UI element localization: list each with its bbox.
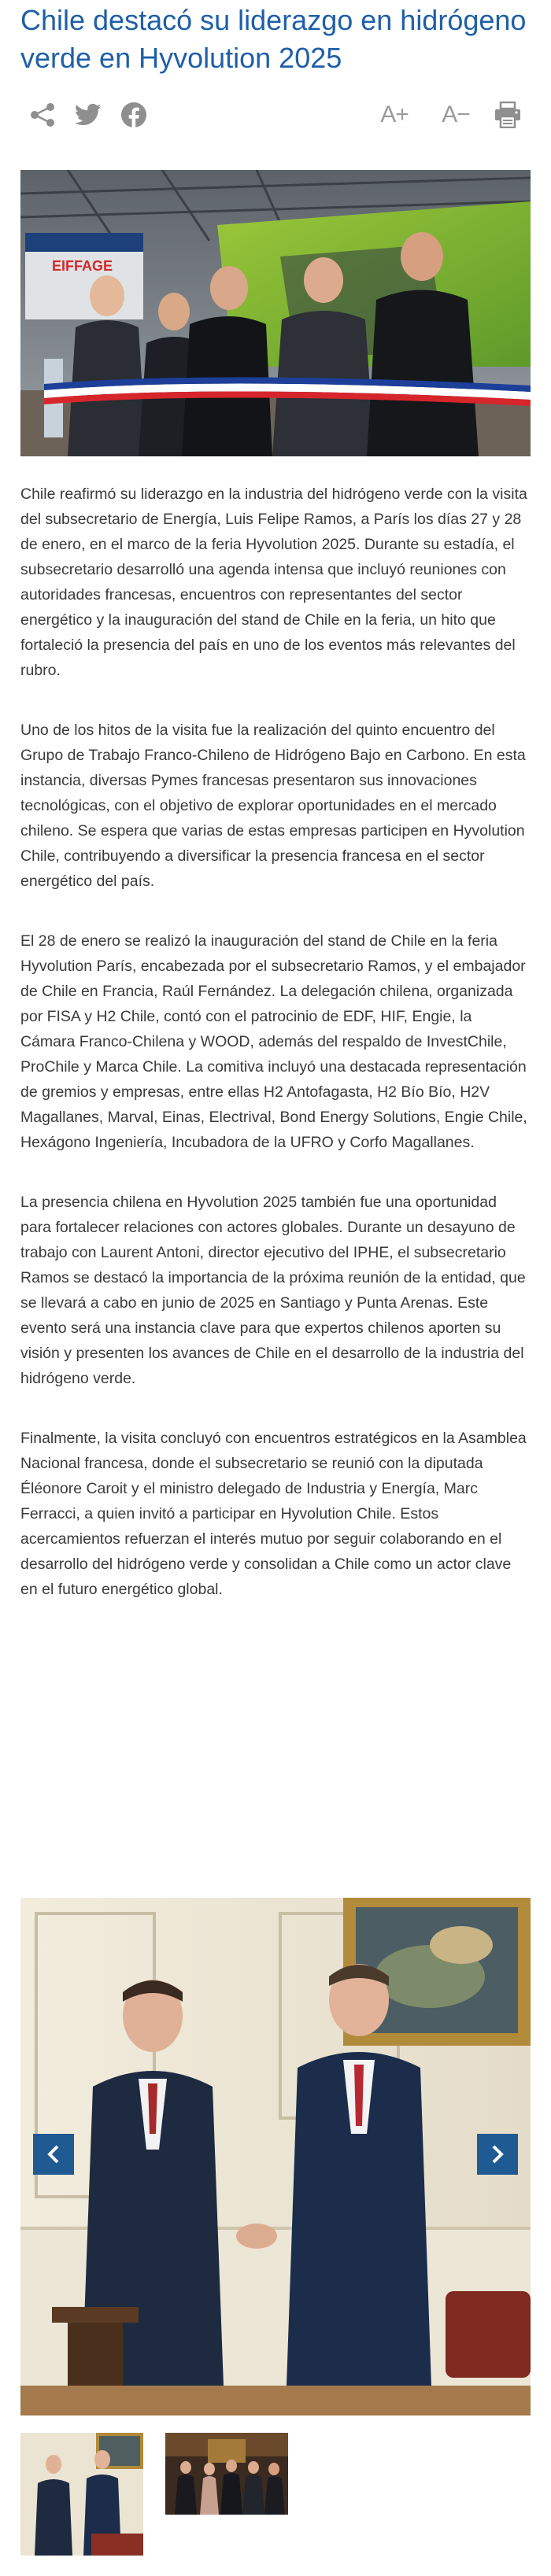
article-paragraph: La presencia chilena en Hyvolution 2025 también fue una oportunidad para fortalecer relaciones con actores globales. Durante un desayuno de trabajo con Laurent Antoni, director ejecutivo del IPHE, el subsecretario Ramos se destacó la importancia de la próxima reunión de la entidad, que se llevará a cabo en junio de 2025 en Santiago y Punta Arenas. Este evento será una instancia clave para que expertos chilenos aporten su visión y presenten los avances de Chile en el desarrollo de la industria del hidrógeno verde. [20,1194,526,1387]
share-icon [29,102,56,127]
gallery-thumbnail-1[interactable] [20,2433,143,2556]
twitter-icon [75,103,102,127]
twitter-share-button[interactable] [72,101,104,129]
article-paragraph: Chile reafirmó su liderazgo en la industria del hidrógeno verde con la visita del subsecretario de Energía, Luis Felipe Ramos, a París los días 27 y 28 de enero, en el marco de la feria Hyvolution 2025. Durante su estadía, el subsecretario desarrolló una agenda intensa que incluyó reuniones con autoridades francesas, encuentros con representantes del sector energético y la inauguración del stand de Chile en la feria, un hito que fortaleció la presencia del país en uno de los eventos más relevantes del rubro. [20,485,527,679]
chevron-left-icon [45,2144,62,2165]
print-button[interactable] [491,101,524,129]
article-paragraph: Uno de los hitos de la visita fue la realización del quinto encuentro del Grupo de Trabajo Franco-Chileno de Hidrógeno Bajo en Carbono. En esta instancia, diversas Pymes francesas presentaron sus innovaciones tecnológicas, con el objetivo de explorar oportunidades en el mercado chileno. Se espera que varias de estas empresas participen en Hyvolution Chile, contribuyendo a diversificar la presencia francesa en el sector energético del país. [20,722,526,890]
eiffage-sign: EIFFAGE [52,258,113,274]
article-title: Chile destacó su liderazgo en hidrógeno verde en Hyvolution 2025 [20,4,527,74]
article-body [20,482,531,1637]
hero-photo-ribbon-cutting [20,170,531,456]
article-paragraph: Finalmente, la visita concluyó con encuentros estratégicos en la Asamblea Nacional francesa, donde el subsecretario se reunió con la diputada Éléonore Caroit y el ministro delegado de Industria y Energía, Marc Ferracci, a quien invitó a participar en Hyvolution Chile. Estos acercamientos refuerzan el interés mutuo por seguir colaborando en el desarrollo del hidrógeno verde y consolidan a Chile como un actor clave en el futuro energético global. [20,1430,527,1598]
gallery-thumbnail-2[interactable] [165,2433,288,2515]
facebook-icon [120,101,147,128]
share-button[interactable] [27,101,58,129]
print-icon [494,101,522,128]
facebook-share-button[interactable] [118,101,150,129]
chevron-right-icon [489,2144,506,2165]
article-toolbar [20,93,531,137]
gallery-main-photo [20,1898,531,2415]
gallery-next-button[interactable] [477,2134,518,2175]
font-decrease-button[interactable]: A− [442,101,470,127]
font-increase-button[interactable]: A+ [380,101,409,127]
article-paragraph: El 28 de enero se realizó la inauguración del stand de Chile en la feria Hyvolution París, encabezada por el subsecretario Ramos, y el embajador de Chile en Francia, Raúl Fernández. La delegación chilena, organizada por FISA y H2 Chile, contó con el patrocinio de EDF, HIF, Engie, la Cámara Franco-Chilena y WOOD, además del respaldo de InvestChile, ProChile y Marca Chile. La comitiva incluyó una destacada representación de gremios y empresas, entre ellas H2 Antofagasta, H2 Bío Bío, H2V Magallanes, Marval, Einas, Electrival, Bond Energy Solutions, Engie Chile, Hexágono Ingeniería, Incubadora de la UFRO y Corfo Magallanes. [20,932,527,1151]
article [20,0,531,1598]
gallery-prev-button[interactable] [33,2134,74,2175]
